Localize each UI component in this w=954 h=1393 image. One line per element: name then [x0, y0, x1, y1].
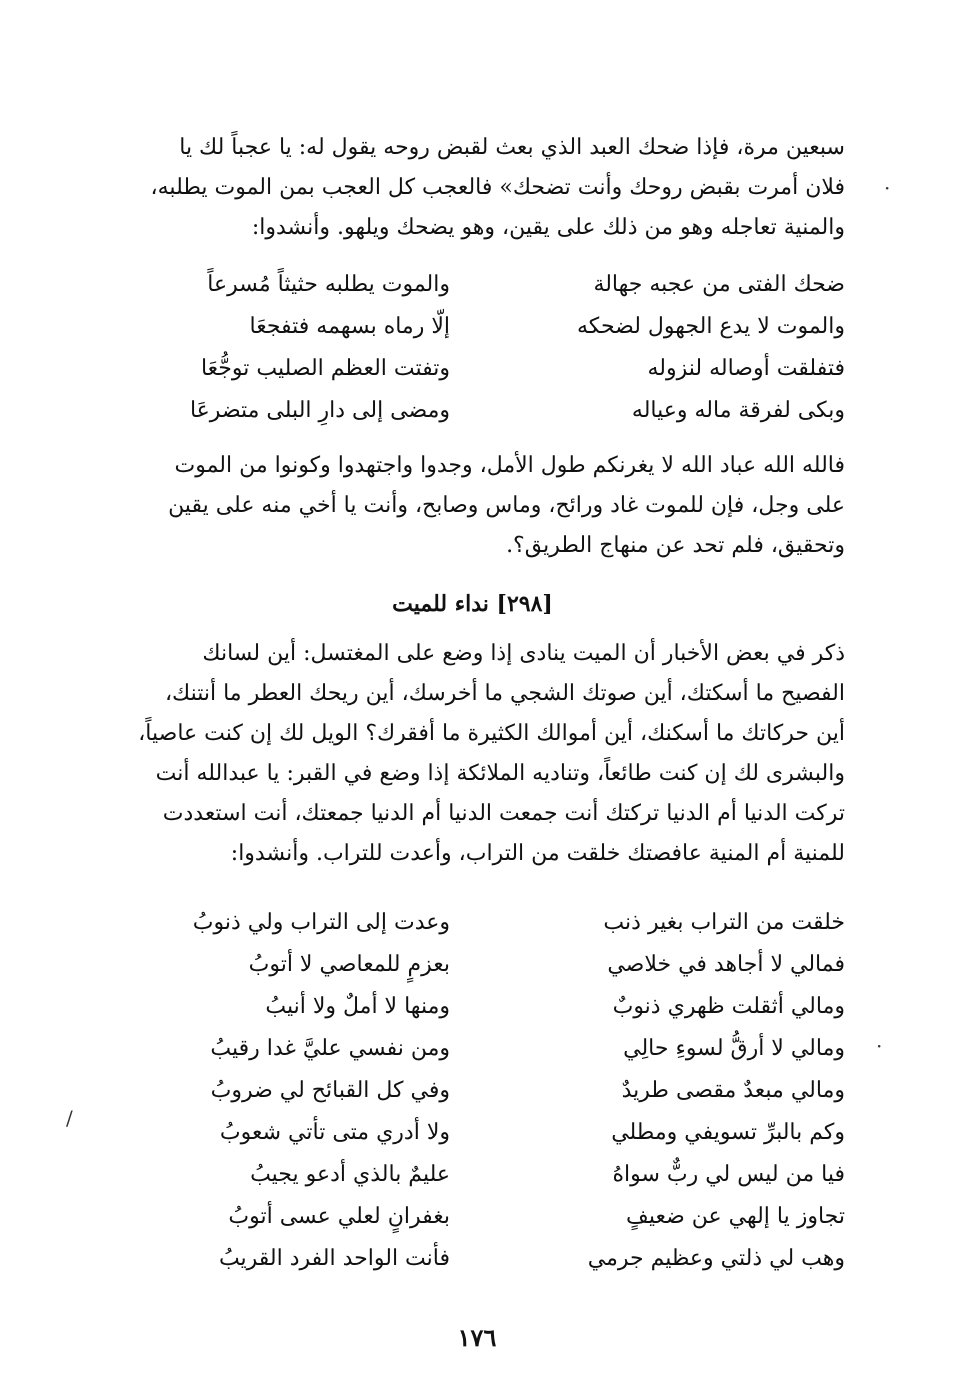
- text-line: على وجل، فإن للموت غاد ورائح، وماس وصابح، وأنت يا أخي منه على يقين: [168, 493, 845, 518]
- text-line: ذكر في بعض الأخبار أن الميت ينادى إذا وضع على المغتسل: أين لسانك: [202, 641, 845, 666]
- verse-second-hemistich: فأنت الواحد الفرد القريبُ: [218, 1246, 450, 1271]
- verse-second-hemistich: ومنها لا أملٌ ولا أنيبُ: [265, 994, 450, 1019]
- paragraph-1: [100, 128, 845, 248]
- poem-verse: [100, 1154, 845, 1196]
- verse-second-hemistich: إلّا رماه بسهمه فتفجعَا: [249, 314, 450, 339]
- paragraph-3: [100, 634, 845, 874]
- text-line: أين حركاتك ما أسكنك، أين أموالك الكثيرة ما أفقرك؟ الويل لك إن كنت عاصياً،: [138, 721, 845, 746]
- poem-verse: [100, 1028, 845, 1070]
- poem-verse: [100, 986, 845, 1028]
- text-line: سبعين مرة، فإذا ضحك العبد الذي بعث لقبض روحه يقول له: يا عجباً لك يا: [179, 135, 845, 160]
- verse-second-hemistich: ولا أدري متى تأتي شعوبُ: [219, 1120, 450, 1145]
- margin-dot-mark: ·: [876, 1034, 883, 1058]
- poem-1: [100, 264, 845, 432]
- text-line: وتحقيق، فلم تحد عن منهاج الطريق؟.: [506, 533, 845, 558]
- verse-first-hemistich: فيا من ليس لي ربٌّ سواهُ: [612, 1162, 845, 1187]
- text-line: والبشرى لك إن كنت طائعاً، وتناديه الملائكة إذا وضع في القبر: يا عبدالله أنت: [155, 761, 845, 786]
- verse-first-hemistich: ضحك الفتى من عجبه جهالة: [593, 272, 845, 297]
- text-line: الفصيح ما أسكتك، أين صوتك الشجي ما أخرسك، أين ريحك العطر ما أنتنك،: [164, 681, 845, 706]
- verse-first-hemistich: وهب لي ذلتي وعظيم جرمي: [587, 1246, 845, 1271]
- verse-second-hemistich: بغفرانٍ لعلي عسى أتوبُ: [228, 1204, 450, 1229]
- poem-2: [100, 902, 845, 1280]
- verse-first-hemistich: وكم بالبرِّ تسويفي ومطلي: [611, 1120, 845, 1145]
- poem-verse: [100, 1238, 845, 1280]
- poem-verse: [100, 944, 845, 986]
- verse-second-hemistich: ومن نفسي عليَّ غدا رقيبُ: [210, 1036, 450, 1061]
- text-line: للمنية أم المنية عافصتك خلقت من التراب، وأعدت للتراب. وأنشدوا:: [230, 841, 845, 866]
- poem-verse: [100, 306, 845, 348]
- verse-first-hemistich: ومالي لا أرقُّ لسوءِ حالِي: [623, 1036, 845, 1061]
- text-line: فالله الله عباد الله لا يغرنكم طول الأمل، وجدوا واجتهدوا وكونوا من الموت: [174, 453, 845, 478]
- text-line: فلان أمرت بقبض روحك وأنت تضحك» فالعجب كل العجب بمن الموت يطلبه،: [150, 175, 845, 200]
- poem-verse: [100, 902, 845, 944]
- verse-second-hemistich: وتفتت العظم الصليب توجُّعَا: [200, 356, 450, 381]
- verse-second-hemistich: عليمٌ بالذي أدعو يجيبُ: [250, 1162, 450, 1187]
- margin-tick-mark: /: [66, 1106, 73, 1130]
- section-heading: [٢٩٨] نداء للميت: [392, 591, 553, 617]
- verse-first-hemistich: فتفلقت أوصاله لنزوله: [647, 356, 845, 381]
- verse-first-hemistich: والموت لا يدع الجهول لضحكه: [577, 314, 845, 339]
- verse-second-hemistich: والموت يطلبه حثيثاً مُسرعاً: [207, 272, 450, 297]
- poem-verse: [100, 390, 845, 432]
- verse-first-hemistich: فمالي لا أجاهد في خلاصي: [607, 952, 845, 977]
- text-line: تركت الدنيا أم الدنيا تركتك أنت جمعت الدنيا أم الدنيا جمعتك، أنت استعددت: [162, 801, 845, 826]
- poem-verse: [100, 1196, 845, 1238]
- paragraph-2: [100, 446, 845, 566]
- poem-verse: [100, 348, 845, 390]
- text-line: والمنية تعاجله وهو من ذلك على يقين، وهو يضحك ويلهو. وأنشدوا:: [251, 215, 845, 240]
- margin-dot-mark: ·: [884, 176, 891, 200]
- verse-first-hemistich: خلقت من التراب بغير ذنب: [603, 910, 845, 935]
- poem-verse: [100, 1070, 845, 1112]
- verse-first-hemistich: تجاوز يا إلهي عن ضعيفٍ: [626, 1204, 845, 1229]
- poem-verse: [100, 1112, 845, 1154]
- verse-second-hemistich: ومضى إلى دارِ البلى متضرعَا: [189, 398, 450, 423]
- verse-first-hemistich: ومالي مبعدٌ مقصى طريدٌ: [621, 1078, 845, 1103]
- verse-second-hemistich: وعدت إلى التراب ولي ذنوبُ: [192, 910, 450, 935]
- verse-first-hemistich: ومالي أثقلت ظهري ذنوبٌ: [612, 994, 845, 1019]
- poem-verse: [100, 264, 845, 306]
- page-number: ١٧٦: [457, 1323, 497, 1352]
- verse-second-hemistich: وفي كل القبائح لي ضروبُ: [210, 1078, 450, 1103]
- verse-first-hemistich: وبكى لفرقة ماله وعياله: [631, 398, 845, 423]
- verse-second-hemistich: بعزمٍ للمعاصي لا أتوبُ: [248, 952, 450, 977]
